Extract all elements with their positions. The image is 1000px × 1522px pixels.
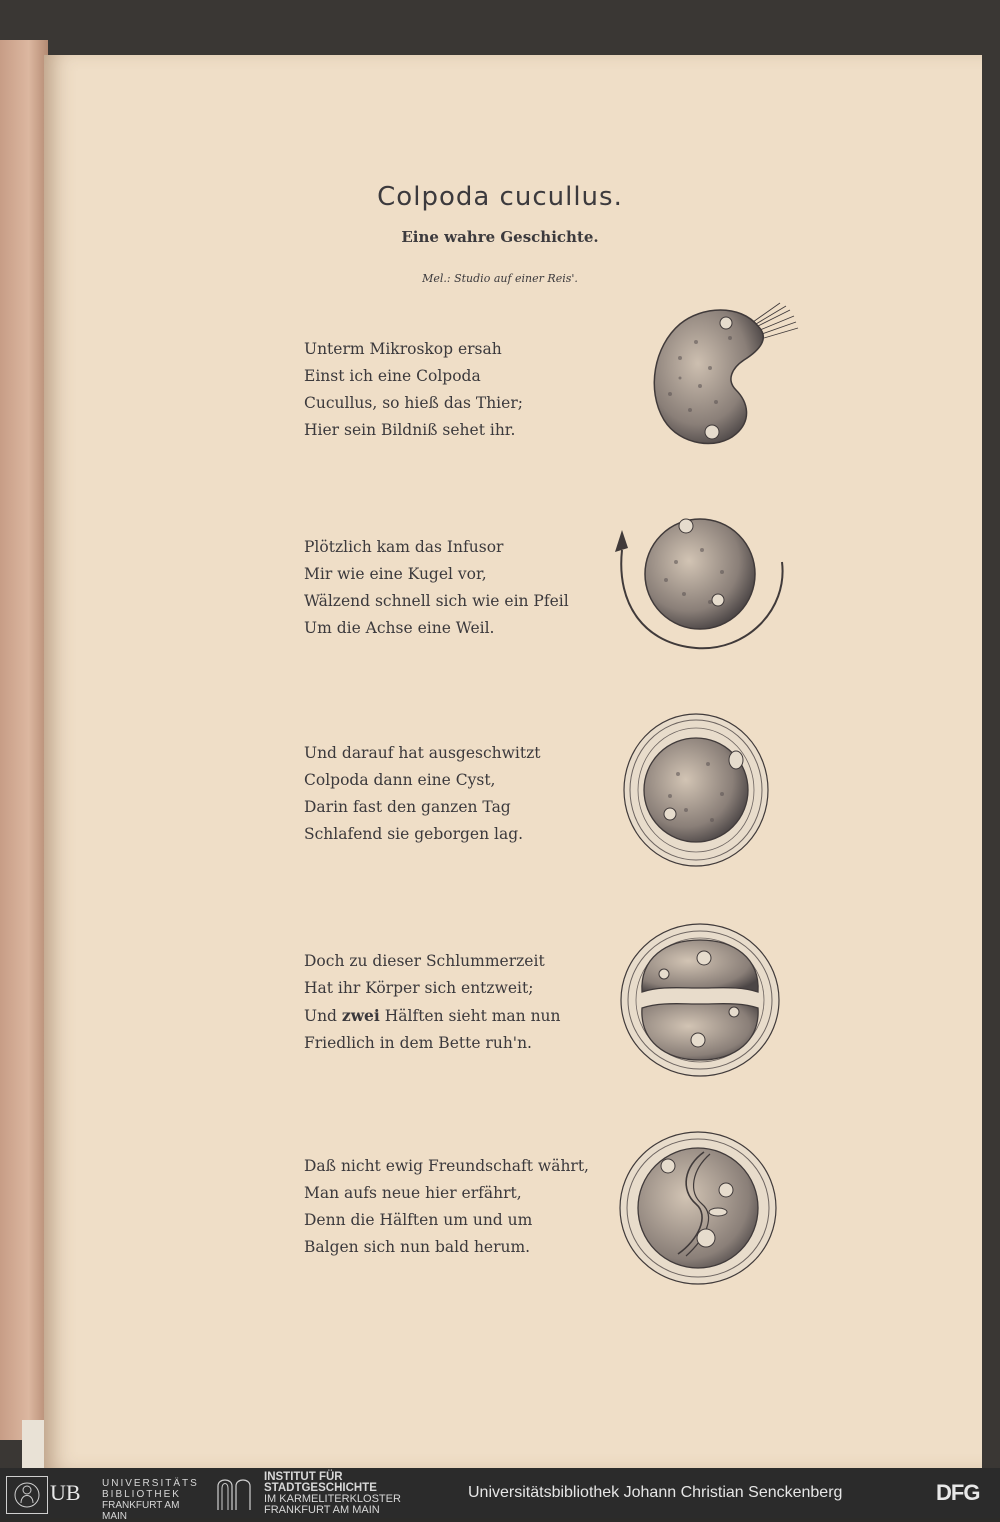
cyst-icon [622,710,772,870]
stanza-2 [304,534,624,642]
institute-line: INSTITUT FÜR [264,1471,343,1483]
stanza-1 [304,336,624,444]
institute-logo-icon [214,1476,254,1512]
stanza-line: Man aufs neue hier erfährt, [304,1184,522,1202]
line-suffix: Hälften sieht man nun [379,1007,561,1025]
colpoda-icon [640,298,810,458]
stanza-line: Denn die Hälften um und um [304,1211,533,1229]
stanza-line: Und darauf hat ausgeschwitzt [304,744,541,762]
ub-letters: UB [50,1480,81,1505]
institute-name[interactable] [264,1472,401,1516]
stanza-line: Hat ihr Körper sich entzweit; [304,979,534,997]
stanza-line: Darin fast den ganzen Tag [304,798,511,816]
stanza-line [304,1002,624,1030]
ub-line: FRANKFURT AM MAIN [102,1500,180,1522]
stanza-line: Plötzlich kam das Infusor [304,538,504,556]
footer-bar [0,1468,1000,1522]
ub-seal-icon [6,1476,48,1514]
ub-line: BIBLIOTHEK [102,1489,181,1500]
ub-name [102,1478,206,1522]
stanza-3 [304,740,624,848]
stanza-line: Einst ich eine Colpoda [304,367,481,385]
stanza-line: Mir wie eine Kugel vor, [304,565,487,583]
dfg-logo[interactable]: DFG [936,1480,980,1505]
tumbling-halves-icon [618,1130,778,1288]
ub-line: UNIVERSITÄTS [102,1478,199,1489]
left-page-edge [0,40,48,1440]
rotating-sphere-icon [606,502,796,662]
institute-line: FRANKFURT AM MAIN [264,1504,380,1516]
stanza-line: Doch zu dieser Schlummerzeit [304,952,545,970]
melody-note: Mel.: Studio auf einer Reis'. [422,272,578,285]
institute-line: IM KARMELITERKLOSTER [264,1493,401,1505]
divided-cyst-icon [620,922,782,1080]
stanza-line: Unterm Mikroskop ersah [304,340,502,358]
emphasis-word: zwei [341,1006,380,1025]
stanza-line: Friedlich in dem Bette ruh'n. [304,1034,532,1052]
poem-title: Colpoda cucullus. [377,182,623,212]
stanza-line: Cucullus, so hieß das Thier; [304,394,523,412]
library-link[interactable]: Universitätsbibliothek Johann Christian Senckenberg [468,1484,843,1501]
stanza-line: Colpoda dann eine Cyst, [304,771,496,789]
institute-line: STADTGESCHICHTE [264,1482,377,1494]
stanza-line: Um die Achse eine Weil. [304,619,495,637]
poem-subtitle: Eine wahre Geschichte. [401,228,599,246]
stanza-5 [304,1153,624,1261]
stanza-line: Daß nicht ewig Freundschaft währt, [304,1157,589,1175]
stanza-line: Hier sein Bildniß sehet ihr. [304,421,516,439]
stanza-4 [304,948,624,1057]
line-prefix: Und [304,1007,342,1025]
ub-logo[interactable] [6,1476,206,1522]
stanza-line: Schlafend sie geborgen lag. [304,825,524,843]
stanza-line: Wälzend schnell sich wie ein Pfeil [304,592,569,610]
stanza-line: Balgen sich nun bald herum. [304,1238,531,1256]
